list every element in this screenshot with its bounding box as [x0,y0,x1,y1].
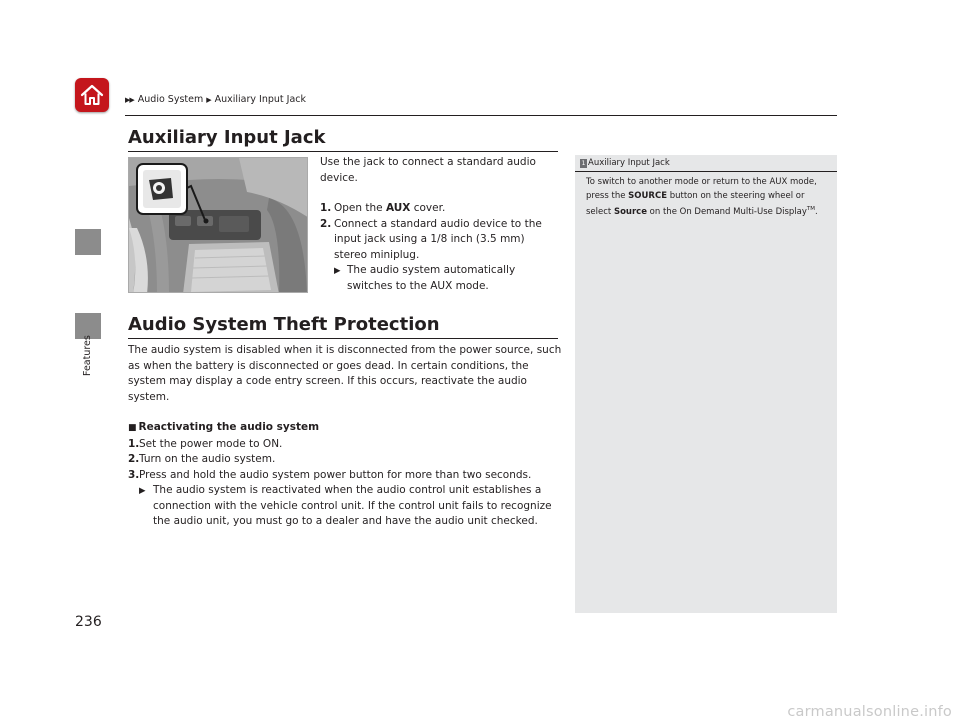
reactivate-step-3 [128,468,568,484]
home-button[interactable] [75,78,109,112]
step-text: Turn on the audio system. [139,453,276,465]
result-arrow-icon: ▶ [334,266,341,276]
result-text: The audio system automatically switches to the AUX mode. [347,264,516,292]
reactivate-result [128,483,568,530]
aux-step-2 [320,217,560,264]
breadcrumb-arrow-icon: ▶ [206,95,212,104]
aux-result [320,263,560,294]
step-text: Connect a standard audio device to the input jack using a 1/8 inch (3.5 mm) stereo miniplug. [334,217,542,261]
side-note [575,155,837,613]
page-number: 236 [75,614,102,630]
section-divider [128,338,558,339]
step-number: 3. [128,468,140,481]
watermark: carmanualsonline.info [787,704,952,720]
breadcrumb-arrow-icon: ▶▶ [125,95,134,104]
theft-intro: The audio system is disabled when it is disconnected from the power source, such as when the battery is disconnected or goes dead. In certain conditions, the system may display a code entry screen. If this occurs, reactivate the audio system. [128,344,562,403]
source-button-label: SOURCE [628,190,667,201]
section-title-theft-protection: Audio System Theft Protection [128,314,440,335]
note-header [575,155,837,172]
step-number: 1. [128,437,140,450]
aux-step-1 [320,201,560,217]
note-number-icon: 1 [581,159,586,167]
step-text: Press and hold the audio system power button for more than two seconds. [139,468,532,481]
aux-intro: Use the jack to connect a standard audio device. [320,156,536,184]
aux-instructions [320,155,560,294]
breadcrumb-link-audio-system[interactable]: Audio System [137,94,204,105]
breadcrumb-current: Auxiliary Input Jack [214,94,307,105]
home-icon [80,84,104,106]
subheading-reactivate: ■ Reactivating the audio system [128,421,320,433]
step-text: Open the AUX cover. [334,202,446,214]
step-text: Set the power mode to ON. [139,437,283,450]
header-divider [125,115,837,116]
square-bullet-icon: ■ [128,423,137,433]
step-number: 2. [128,453,140,465]
result-text: The audio system is reactivated when the audio control unit establishes a connection with the vehicle control unit. If the control unit fails to recognize the audio unit, you must go to a dealer and have the audio unit checked. [153,484,552,527]
note-text: To switch to another mode or return to the AUX mode, press the SOURCE button on the steering wheel or select Source on the On Demand Multi-Use Display™. [586,177,818,217]
side-tab-features[interactable] [75,328,101,376]
step-number: 1. [320,202,332,214]
aux-label: AUX [385,202,411,214]
result-arrow-icon: ▶ [139,486,146,496]
reactivate-step-1 [128,437,568,453]
side-tab-marker [75,229,101,255]
side-tab-label: Features [82,335,93,376]
trademark-mark: TM [806,206,816,212]
source-menu-label: Source [613,206,647,217]
step-number: 2. [320,217,332,230]
theft-protection-body [128,343,568,530]
note-title: Auxiliary Input Jack [588,157,670,168]
section-divider [128,151,558,152]
breadcrumb [125,94,306,105]
aux-jack-photo [128,157,308,293]
reactivate-step-2 [128,452,568,468]
section-title-aux-input: Auxiliary Input Jack [128,127,326,148]
